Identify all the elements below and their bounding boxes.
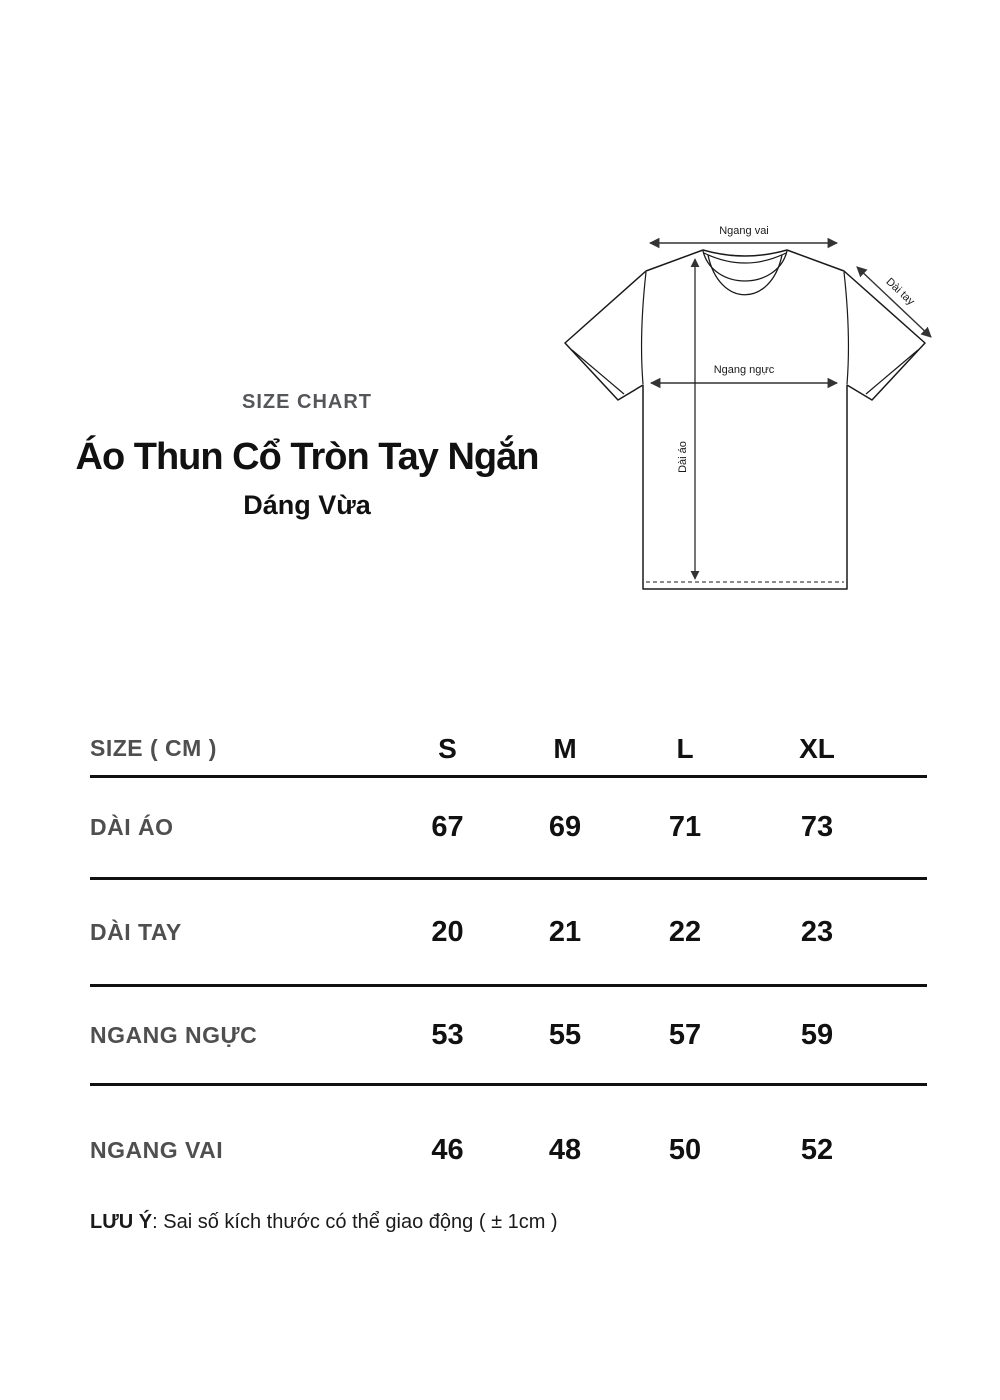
tshirt-diagram-svg bbox=[550, 195, 950, 615]
cell-value: 20 bbox=[431, 915, 464, 948]
cell-value: 59 bbox=[800, 1018, 834, 1051]
table-row bbox=[90, 987, 927, 1086]
row-label: NGANG NGỰC bbox=[90, 1021, 258, 1048]
cell-value: 21 bbox=[548, 915, 582, 948]
table-row bbox=[90, 778, 927, 880]
size-unit-label: SIZE ( CM ) bbox=[90, 735, 217, 761]
cell-value: 69 bbox=[548, 811, 582, 843]
cell-value: 67 bbox=[431, 811, 464, 843]
note-body: : Sai số kích thước có thể giao động ( ± 1cm ) bbox=[152, 1211, 558, 1233]
cell-value: 52 bbox=[800, 1133, 834, 1166]
table-header-row bbox=[90, 722, 927, 778]
cell-value: 53 bbox=[431, 1018, 464, 1051]
cell-value: 46 bbox=[431, 1133, 464, 1166]
fit-subtitle: Dáng Vừa bbox=[243, 490, 371, 520]
cell-value: 55 bbox=[548, 1018, 582, 1051]
product-title: Áo Thun Cổ Tròn Tay Ngắn bbox=[75, 436, 539, 478]
sleeve-length-label: Dài tay bbox=[883, 275, 917, 308]
table-row bbox=[90, 1086, 927, 1214]
title-block bbox=[40, 390, 574, 520]
note-bold-label: LƯU Ý bbox=[90, 1211, 153, 1233]
cell-value: 73 bbox=[800, 811, 834, 843]
tshirt-outline bbox=[565, 250, 925, 589]
size-table bbox=[90, 722, 927, 1214]
cell-value: 22 bbox=[668, 915, 702, 948]
shoulder-width-label: Ngang vai bbox=[719, 225, 769, 237]
chest-width-label: Ngang ngực bbox=[713, 364, 775, 376]
row-label: NGANG VAI bbox=[90, 1136, 224, 1163]
column-header-xl: XL bbox=[799, 732, 835, 764]
cell-value: 57 bbox=[668, 1018, 702, 1051]
tshirt-diagram bbox=[550, 195, 950, 615]
cell-value: 48 bbox=[548, 1133, 582, 1166]
table-row bbox=[90, 880, 927, 987]
size-chart-eyebrow: SIZE CHART bbox=[242, 391, 372, 413]
row-label: DÀI TAY bbox=[90, 918, 182, 945]
column-header-l: L bbox=[676, 732, 694, 764]
cell-value: 71 bbox=[668, 811, 702, 843]
note-text bbox=[90, 1206, 790, 1238]
row-label: DÀI ÁO bbox=[90, 814, 174, 840]
cell-value: 23 bbox=[800, 915, 834, 948]
column-header-m: M bbox=[553, 732, 577, 764]
column-header-s: S bbox=[438, 732, 457, 764]
cell-value: 50 bbox=[668, 1133, 702, 1166]
shirt-length-label: Dài áo bbox=[677, 441, 689, 473]
